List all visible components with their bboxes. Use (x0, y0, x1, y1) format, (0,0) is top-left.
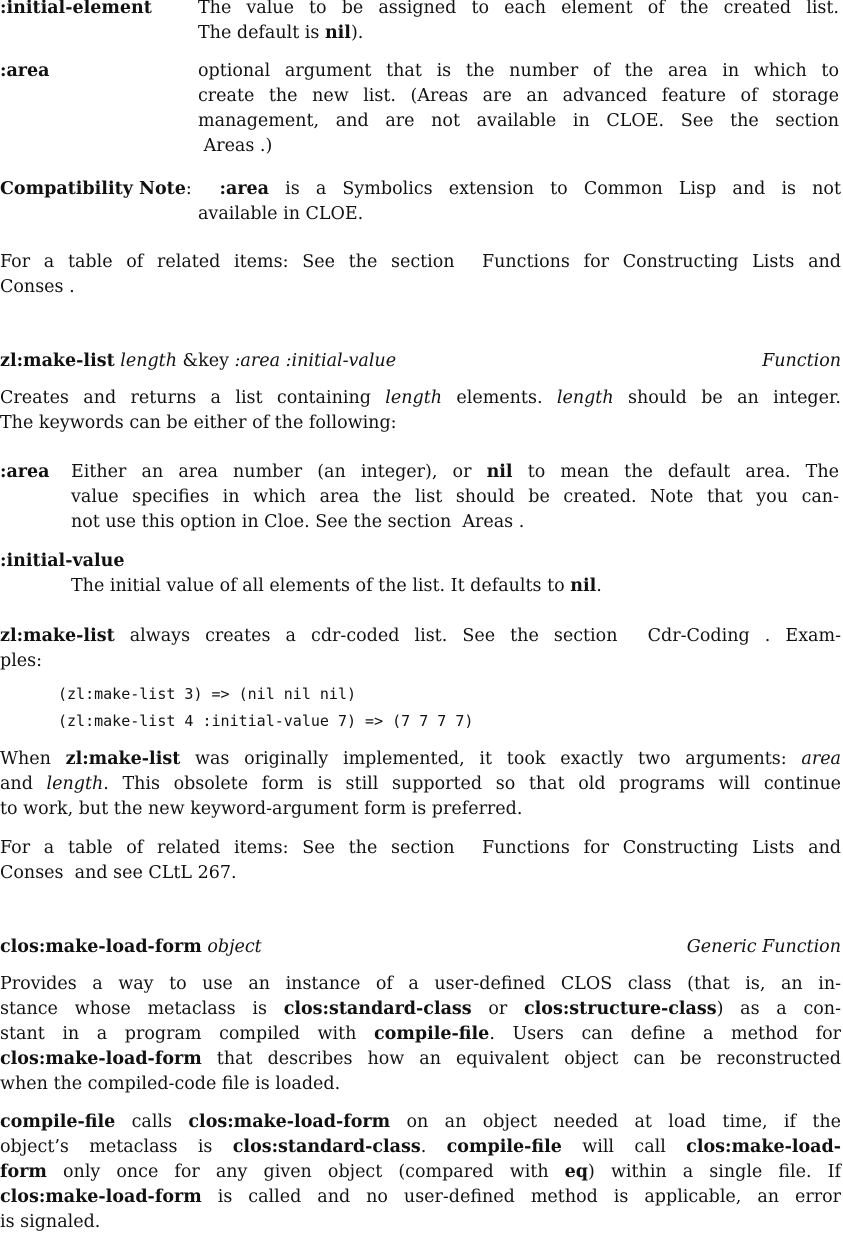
make-load-form-definition-header: clos:make-load-form object Generic Function (0, 935, 841, 960)
make-load-form-paragraph-1: Provides a way to use an instance of a user-defined CLOS class (that is, an in- stance whose metaclass is clos:standard-class or clos:structure-class) as a con- stant in a program compiled with compile-file. Users can define a method for clos:make-load-form that describes how an equivalent object can be reconstructed when the compiled-code file is loaded. (0, 974, 841, 1094)
nil-keyword: nil (324, 23, 351, 43)
initial-element-description (198, 0, 839, 46)
area-description (198, 59, 839, 159)
obsolete-form-paragraph: When zl:make-list was originally implemented, it took exactly two arguments: area and length. This obsolete form is still supported so that old programs will continue to work, but the new keyword-argument form is preferred. (0, 749, 841, 819)
code-examples (58, 681, 758, 735)
area-term: :area (0, 462, 50, 482)
make-load-form-paragraph-2: compile-file calls clos:make-load-form on an object needed at load time, if the object’s metaclass is clos:standard-class. compile-file will call clos:make-load- form only once for any given object (compared with eq) within a single file. If clos:make-load-form is called and no user-defined method is applicable, an error is signaled. (0, 1112, 841, 1232)
area-line-1: optional argument that is the number of the area in which to (198, 61, 839, 81)
initial-element-entry (0, 0, 841, 46)
area-line-4: Areas .) (198, 136, 273, 156)
area-line-2: create the new list. (Areas are an advanced feature of storage (198, 86, 839, 106)
compatibility-label: Compatibility Note (0, 179, 186, 199)
initial-element-term: :initial-element (0, 0, 152, 18)
area-term: :area (0, 61, 50, 81)
initial-value-entry: :initial-value The initial value of all elements of the list. It defaults to nil. (0, 551, 602, 596)
initial-element-line-2: The default is nil). (198, 23, 364, 43)
related-items-paragraph (0, 250, 841, 300)
area-line-3: management, and are not available in CLOE. See the section (198, 111, 839, 131)
compatibility-line-1: :area is a Symbolics extension to Common Lisp and is not (219, 179, 842, 199)
cdr-coded-paragraph: zl:make-list always creates a cdr-coded list. See the section Cdr-Coding . Exam- ples: (0, 626, 841, 671)
related-items-paragraph-2: For a table of related items: See the section Functions for Constructing Lists and Conses and see CLtL 267. (0, 838, 841, 883)
make-list-definition-header: zl:make-list length &key :area :initial-value Function (0, 349, 841, 374)
function-name: zl:make-list (0, 351, 115, 371)
initial-value-term: :initial-value (0, 551, 125, 571)
compatibility-line-2: available in CLOE. (198, 204, 364, 224)
related-line-1: For a table of related items: See the section Functions for Constructing Lists and (0, 252, 841, 272)
initial-element-line-1: The value to be assigned to each element of the created list. (198, 0, 839, 18)
area-entry (0, 59, 841, 159)
generic-function-name: clos:make-load-form (0, 937, 202, 957)
definition-kind: Function (762, 351, 841, 371)
related-line-2: Conses . (0, 277, 75, 297)
compatibility-note: Compatibility Note: :area is a Symbolics extension to Common Lisp and is not available in CLOE. (0, 177, 841, 227)
make-list-area-entry: :area Either an area number (an integer), or nil to mean the default area. The value specifies in which area the list should be created. Note that you can- not use this option in Cloe. See the section Areas . (0, 462, 839, 532)
make-list-description: Creates and returns a list containing length elements. length should be an integer. The keywords can be either of the following: (0, 388, 841, 433)
code-example-2: (zl:make-list 4 :initial-value 7) => (7 7 7 7) (58, 712, 474, 730)
definition-kind: Generic Function (686, 937, 841, 957)
area-keyword: :area (219, 179, 270, 199)
code-example-1: (zl:make-list 3) => (nil nil nil) (58, 685, 357, 703)
